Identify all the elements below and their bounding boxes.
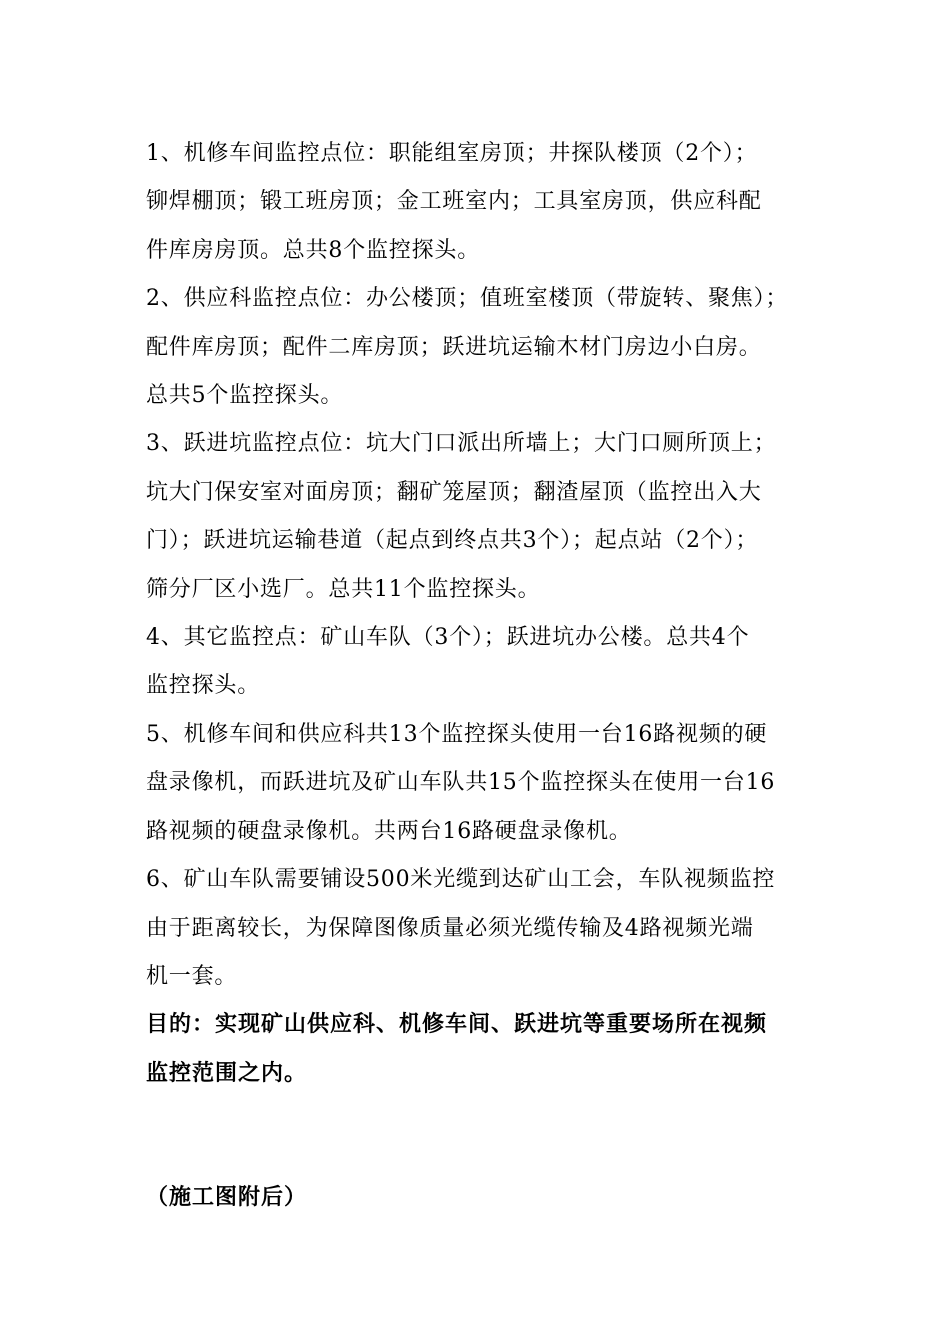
text-line: 6、矿山车队需要铺设500米光缆到达矿山工会，车队视频监控 [146,867,776,893]
text-line: 由于距离较长，为保障图像质量必须光缆传输及4路视频光端 [146,915,754,941]
paragraph-item-3 [146,420,826,614]
text-line: 监控探头。 [146,673,261,699]
text-line: 路视频的硬盘录像机。共两台16路硬盘录像机。 [146,818,632,844]
text-line: 配件库房顶；配件二库房顶；跃进坑运输木材门房边小白房。 [146,334,762,360]
text-line: 门）；跃进坑运输巷道（起点到终点共3个）；起点站（2个）； [146,528,759,554]
text-line: 机一套。 [146,963,238,989]
text-line: 3、跃进坑监控点位：坑大门口派出所墙上；大门口厕所顶上； [146,431,777,457]
text-line: 1、机修车间监控点位：职能组室房顶；井探队楼顶（2个）； [146,141,758,166]
text-line: 2、供应科监控点位：办公楼顶；值班室楼顶（带旋转、聚焦）； [146,286,789,312]
text-line: 盘录像机，而跃进坑及矿山车队共15个监控探头在使用一台16 [146,770,776,796]
text-line: 目的：实现矿山供应科、机修车间、跃进坑等重要场所在视频 [146,1012,768,1038]
paragraph-item-5 [146,711,826,856]
paragraph-item-4 [146,614,826,711]
paragraph-item-6 [146,856,826,1001]
construction-drawing-note: （施工图附后） [146,1185,308,1210]
paragraph-item-1 [146,130,826,275]
text-line: 件库房房顶。总共8个监控探头。 [146,237,480,263]
purpose-paragraph [146,1001,826,1098]
text-line: 坑大门保安室对面房顶；翻矿笼屋顶；翻渣屋顶（监控出入大 [146,479,762,505]
text-line: 4、其它监控点：矿山车队（3个）；跃进坑办公楼。总共4个 [146,625,750,651]
text-line: 监控范围之内。 [146,1060,308,1086]
text-line: 铆焊棚顶；锻工班房顶；金工班室内；工具室房顶，供应科配 [146,189,762,215]
document-body [146,130,826,1098]
paragraph-item-2 [146,275,826,420]
text-line: 5、机修车间和供应科共13个监控探头使用一台16路视频的硬 [146,721,768,747]
text-line: 筛分厂区小选厂。总共11个监控探头。 [146,576,541,602]
text-line: 总共5个监控探头。 [146,383,344,409]
